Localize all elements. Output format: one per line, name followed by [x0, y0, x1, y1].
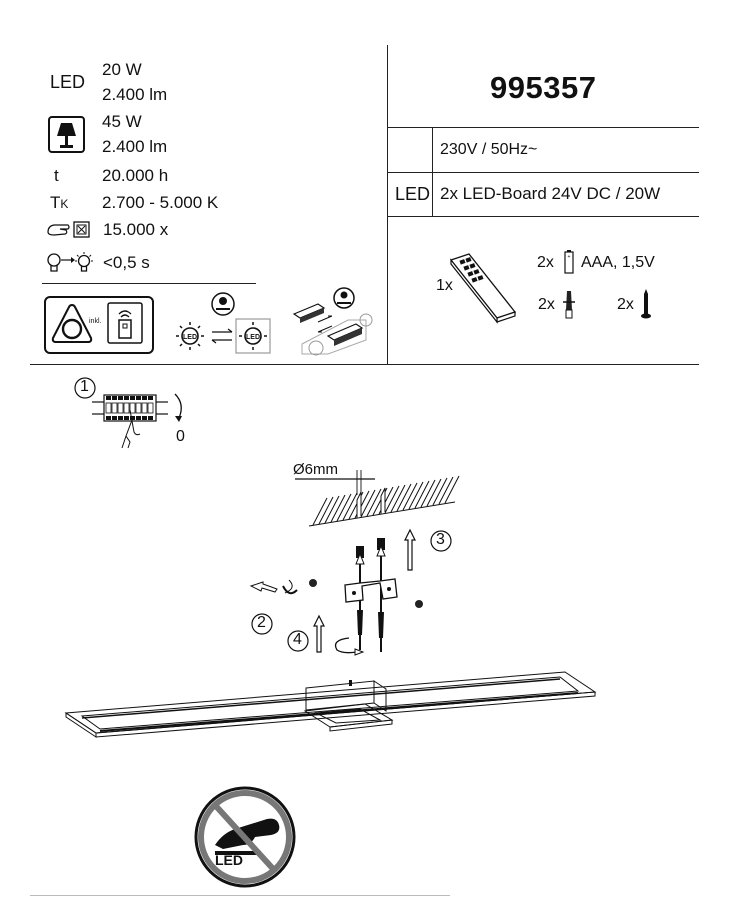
warning-led-label: LED: [215, 852, 243, 868]
ceiling-mounting-diagram: [245, 470, 475, 670]
step-2-number: 2: [257, 614, 266, 631]
step-1-value: 0: [176, 428, 185, 445]
step-3-number: 3: [436, 531, 445, 548]
color-temperature-T: T: [50, 193, 61, 212]
wall-plug-icon: [562, 290, 576, 320]
led-bulb-left: [176, 322, 204, 350]
startup-time-value: <0,5 s: [103, 253, 150, 272]
remote-quantity: 1x: [436, 277, 453, 294]
led-board-value: 2x LED-Board 24V DC / 20W: [440, 184, 661, 203]
color-temperature-value: 2.700 - 5.000 K: [102, 193, 219, 212]
voltage-row-rule: [387, 172, 699, 173]
ceiling-light-fixture-drawing: [60, 665, 690, 770]
remote-control-badge-icon: [107, 302, 143, 344]
switch-cycles-value: 15.000 x: [103, 220, 169, 239]
equivalent-lumen: 2.400 lm: [102, 137, 168, 156]
led-text-left: LED: [183, 334, 197, 341]
dowel-quantity: 2x: [538, 296, 555, 313]
startup-time-icon: [46, 252, 96, 276]
voltage-value: 230V / 50Hz~: [440, 141, 538, 158]
battery-spec: AAA, 1,5V: [581, 254, 655, 271]
rotate-arrow-icon: [165, 392, 187, 428]
label-column-divider: [432, 127, 433, 216]
led-bulb-right: [239, 322, 267, 350]
led-label: LED: [50, 72, 86, 92]
inkl-label: inkl.: [89, 318, 102, 325]
model-row-rule: [387, 127, 699, 128]
drill-diameter-label: Ø6mm: [293, 461, 338, 478]
header-bottom-rule: [30, 364, 699, 365]
step-4-number: 4: [293, 631, 302, 648]
model-number: 995357: [490, 70, 597, 105]
do-not-touch-led-warning-icon: [193, 785, 297, 889]
svg-text:+: +: [567, 254, 571, 260]
equivalent-power: 45 W: [102, 112, 142, 131]
led-replaceable-icon: [172, 290, 280, 356]
led-text-right: LED: [246, 334, 260, 341]
led-row-rule: [387, 216, 699, 217]
led-row-label: LED: [395, 184, 431, 204]
column-divider: [387, 45, 388, 365]
battery-icon: [564, 250, 574, 274]
battery-quantity: 2x: [537, 254, 554, 271]
color-temperature-K: K: [60, 197, 69, 211]
lifetime-value: 20.000 h: [102, 166, 169, 185]
terminal-block-icon: [92, 392, 172, 450]
spec-divider: [42, 283, 256, 284]
screw-quantity: 2x: [617, 296, 634, 313]
driver-replaceable-icon: [288, 286, 384, 360]
ceiling-hatching: [313, 476, 459, 525]
table-lamp-icon: [48, 116, 86, 154]
footer-rule: [30, 895, 450, 896]
step-1-number: 1: [80, 378, 89, 395]
lifetime-symbol: t: [54, 166, 59, 185]
color-temperature-symbol: [50, 193, 68, 214]
led-lumen: 2.400 lm: [102, 85, 168, 104]
screw-icon: [640, 288, 652, 322]
remote-control-icon: [447, 250, 519, 322]
dimmer-icon: [50, 302, 94, 346]
led-power: 20 W: [102, 60, 142, 79]
switch-cycles-icon: [46, 220, 92, 240]
